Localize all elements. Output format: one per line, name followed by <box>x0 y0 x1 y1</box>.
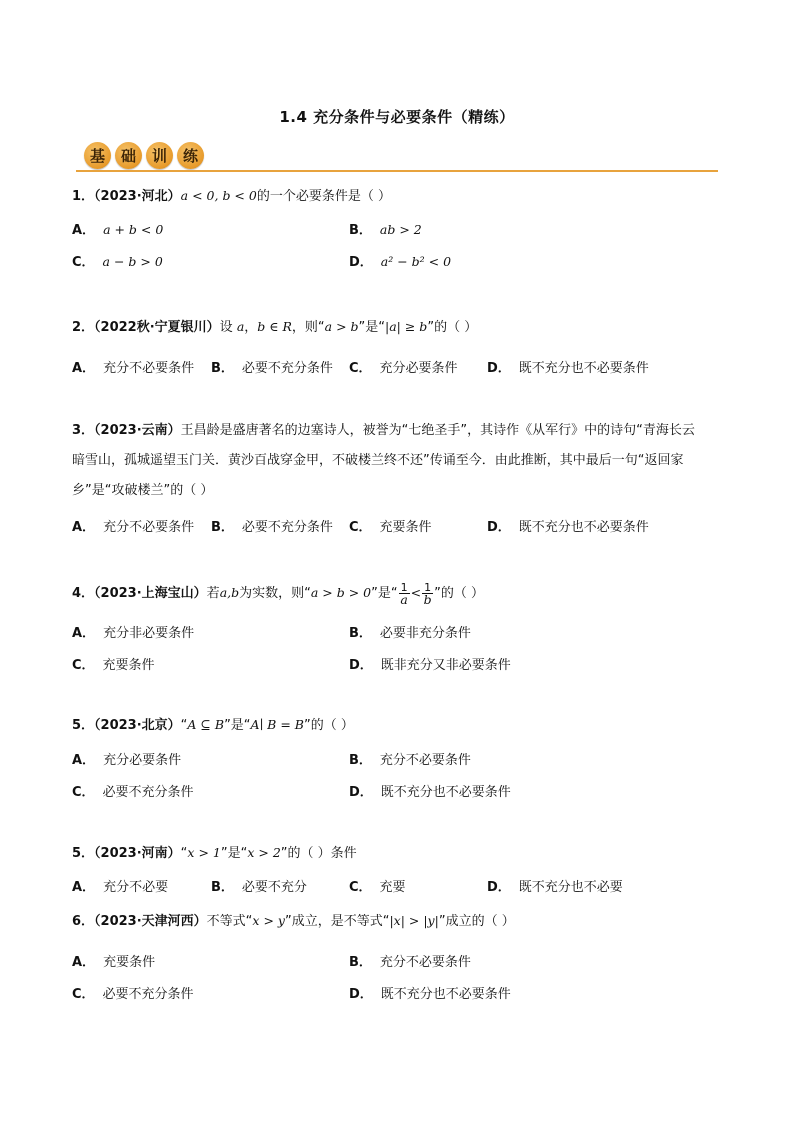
question-3-option-d[interactable]: D． 既不充分也不必要条件 <box>487 520 649 535</box>
question-5-stem: 5．（2023·北京）“A ⊆ B”是“A∣ B = B”的（ ） <box>72 717 354 733</box>
section-divider <box>76 170 718 172</box>
question-2-option-a[interactable]: A． 充分不必要条件 <box>72 361 195 376</box>
question-2-option-d[interactable]: D． 既不充分也不必要条件 <box>487 361 649 376</box>
question-2-option-c[interactable]: C． 充分必要条件 <box>349 361 458 376</box>
question-1-stem: 1．（2023·河北）a < 0, b < 0的一个必要条件是（ ） <box>72 188 391 204</box>
question-1-option-b[interactable]: B． ab > 2 <box>349 222 422 238</box>
fraction: $\frac{1}{b}$ <box>423 581 432 607</box>
question-5-option-d[interactable]: D． 既不充分也不必要条件 <box>349 785 511 800</box>
question-6-option-b[interactable]: B． 充分不必要条件 <box>349 955 471 970</box>
question-5-option-b[interactable]: B． 充分不必要条件 <box>349 753 471 768</box>
question-5b-option-c[interactable]: C． 充要 <box>349 880 406 895</box>
page-title: 1.4 充分条件与必要条件（精练） <box>279 108 515 126</box>
question-6-option-c[interactable]: C． 必要不充分条件 <box>72 987 194 1002</box>
question-2-stem: 2．（2022秋·宁夏银川）设 a，b ∈ R，则“a > b”是“|a| ≥ b”的（ ） <box>72 319 478 335</box>
question-1-option-a[interactable]: A． a + b < 0 <box>72 222 164 238</box>
question-5b-stem: 5．（2023·河南）“x > 1”是“x > 2”的（ ）条件 <box>72 845 357 861</box>
question-3-option-c[interactable]: C． 充要条件 <box>349 520 432 535</box>
question-6-stem: 6．（2023·天津河西）不等式“x > y”成立，是不等式“|x| > |y|”成立的（ ） <box>72 913 515 929</box>
question-5-option-c[interactable]: C． 必要不充分条件 <box>72 785 194 800</box>
banner-char: 训 <box>146 142 173 169</box>
question-6-option-a[interactable]: A． 充要条件 <box>72 955 156 970</box>
question-4-option-b[interactable]: B． 必要非充分条件 <box>349 626 471 641</box>
question-5b-option-b[interactable]: B． 必要不充分 <box>211 880 307 895</box>
fraction: $\frac{1}{a}$ <box>400 581 408 607</box>
banner-char: 练 <box>177 142 204 169</box>
question-3-option-b[interactable]: B． 必要不充分条件 <box>211 520 333 535</box>
question-2-option-b[interactable]: B． 必要不充分条件 <box>211 361 333 376</box>
section-banner <box>84 142 204 169</box>
banner-char: 基 <box>84 142 111 169</box>
question-5b-option-a[interactable]: A． 充分不必要 <box>72 880 169 895</box>
question-4-option-a[interactable]: A． 充分非必要条件 <box>72 626 195 641</box>
question-5b-option-d[interactable]: D． 既不充分也不必要 <box>487 880 623 895</box>
question-6-option-d[interactable]: D． 既不充分也不必要条件 <box>349 987 511 1002</box>
question-3-stem: 3．（2023·云南）王昌龄是盛唐著名的边塞诗人，被誉为“七绝圣手”，其诗作《从军行》中的诗句“青海长云 暗雪山，孤城遥望玉门关．黄沙百战穿金甲，不破楼兰终不还”传诵至今．由此推断，其中最后一句“返回家 乡”是“攻破楼兰”的（ ） <box>72 423 695 498</box>
question-4-option-c[interactable]: C． 充要条件 <box>72 658 155 673</box>
math-expression: a < 0, b < 0 <box>180 188 257 203</box>
banner-char: 础 <box>115 142 142 169</box>
question-3-option-a[interactable]: A． 充分不必要条件 <box>72 520 195 535</box>
question-1-option-d[interactable]: D． a² − b² < 0 <box>349 254 452 270</box>
question-5-option-a[interactable]: A． 充分必要条件 <box>72 753 182 768</box>
question-1-option-c[interactable]: C． a − b > 0 <box>72 254 163 270</box>
question-4-option-d[interactable]: D． 既非充分又非必要条件 <box>349 658 511 673</box>
question-4-stem: 4．（2023·上海宝山）若a,b为实数，则“a > b > 0”是“ $\frac{1}{a}$ < $\frac{1}{b}$ ”的（ ） <box>72 581 484 607</box>
